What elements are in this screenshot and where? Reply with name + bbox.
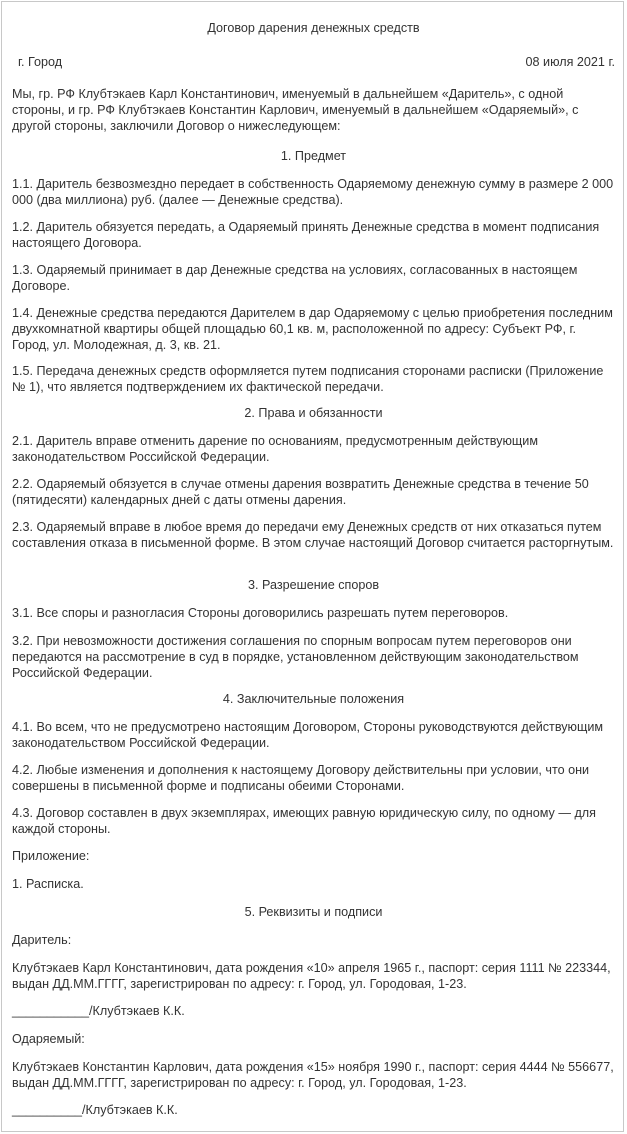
recipient-details: Клубтэкаев Константин Карлович, дата рождения «15» ноября 1990 г., паспорт: серия 4444 № 556677, выдан ДД.ММ.ГГГГ, зарегистрирован по адресу: г. Город, ул. Городовая, 1-23. [12,1060,614,1090]
contract-document [1,1,624,1132]
section-1-heading: 1. Предмет [280,149,347,163]
clause-1-4: 1.4. Денежные средства передаются Дарителем в дар Одаряемому с целью приобретения последним двухкомнатной квартиры общей площадью 60,1 кв. м, расположенной по адресу: Субъект РФ, г. Город, ул. Молодежная, д. 3, кв. 21. [12,306,613,352]
intro-paragraph: Мы, гр. РФ Клубтэкаев Карл Константинович, именуемый в дальнейшем «Даритель», с одной стороны, и гр. РФ Клубтэкаев Константин Карлович, именуемый в дальнейшем «Одаряемый», с другой стороны, заключили Договор о нижеследующем: [12,87,579,133]
clause-2-3: 2.3. Одаряемый вправе в любое время до передачи ему Денежных средств от них отказаться путем составления отказа в письменной форме. В этом случае настоящий Договор считается расторгнутым. [12,520,614,550]
date: 08 июля 2021 г. [525,55,615,69]
clause-4-2: 4.2. Любые изменения и дополнения к настоящему Договору действительны при условии, что они совершены в письменной форме и подписаны обеими Сторонами. [12,763,590,793]
donor-details: Клубтэкаев Карл Константинович, дата рождения «10» апреля 1965 г., паспорт: серия 1111 № 223344, выдан ДД.ММ.ГГГГ, зарегистрирован по адресу: г. Город, ул. Городовая, 1-23. [12,961,611,991]
section-4-heading: 4. Заключительные положения [222,692,405,706]
clause-4-3: 4.3. Договор составлен в двух экземплярах, имеющих равную юридическую силу, по одному — для каждой стороны. [12,806,596,836]
recipient-signature: __________/Клубтэкаев К.К. [12,1103,178,1117]
clause-1-3: 1.3. Одаряемый принимает в дар Денежные средства на условиях, согласованных в настоящем Договоре. [12,263,578,293]
appendix-label: Приложение: [12,849,90,863]
section-5-heading: 5. Реквизиты и подписи [244,905,383,919]
section-2-heading: 2. Права и обязанности [244,406,383,420]
appendix-item: 1. Расписка. [12,877,84,891]
clause-2-2: 2.2. Одаряемый обязуется в случае отмены дарения возвратить Денежные средства в течение 50 (пятидесяти) календарных дней с даты отмены дарения. [12,477,589,507]
clause-2-1: 2.1. Даритель вправе отменить дарение по основаниям, предусмотренным действующим законодательством Российской Федерации. [12,434,538,464]
section-3-heading: 3. Разрешение споров [247,578,380,592]
place-date-row [12,54,615,70]
recipient-label: Одаряемый: [12,1032,85,1046]
city: г. Город [18,55,63,69]
document-title: Договор дарения денежных средств [207,21,420,35]
clause-1-1: 1.1. Даритель безвозмездно передает в собственность Одаряемому денежную сумму в размере 2 000 000 (два миллиона) руб. (далее — Денежные средства). [12,177,614,207]
donor-signature: ___________/Клубтэкаев К.К. [12,1004,185,1018]
clause-3-1: 3.1. Все споры и разногласия Стороны договорились разрешать путем переговоров. [12,606,509,620]
donor-label: Даритель: [12,933,72,947]
clause-4-1: 4.1. Во всем, что не предусмотрено настоящим Договором, Стороны руководствуются действующим законодательством Российской Федерации. [12,720,604,750]
clause-3-2: 3.2. При невозможности достижения соглашения по спорным вопросам путем переговоров они передаются на рассмотрение в суд в порядке, установленном действующим законодательством Российской Федерации. [12,634,579,680]
clause-1-5: 1.5. Передача денежных средств оформляется путем подписания сторонами расписки (Приложение № 1), что является подтверждением их фактической передачи. [12,364,604,394]
clause-1-2: 1.2. Даритель обязуется передать, а Одаряемый принять Денежные средства в момент подписания настоящего Договора. [12,220,600,250]
